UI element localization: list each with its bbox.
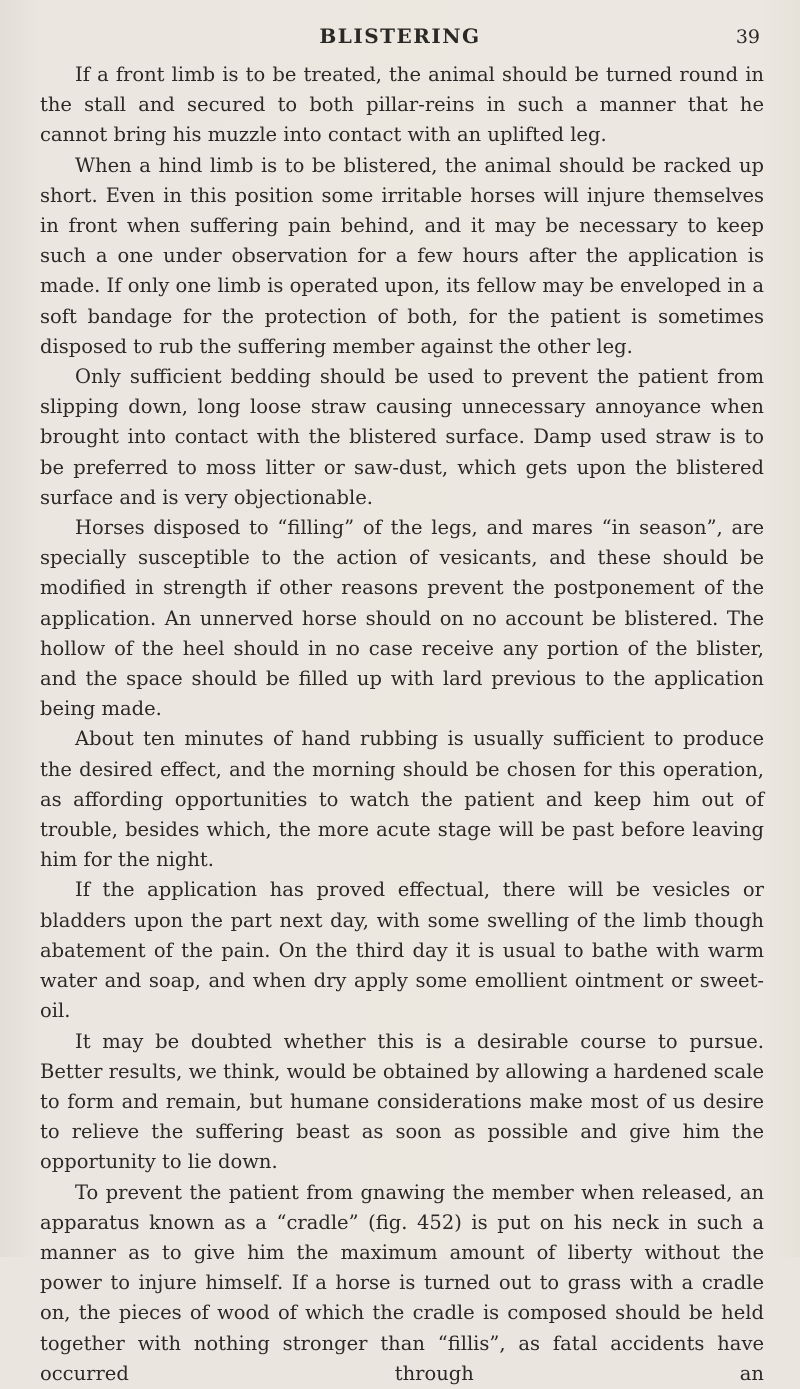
paragraph-application-effect: If the application has proved effectual, there will be vesicles or bladders upon the part next day, with some swelling of the limb though abatement of the pain. On the third day it is usual to bathe with warm water and soap, and when dry apply some emollient ointment or sweet-oil. xyxy=(40,878,764,1023)
paragraph-bedding: Only sufficient bedding should be used to prevent the patient from slipping down, long loose straw causing unnecessary annoyance when brought into contact with the blistered surface. Damp used straw is to be preferred to moss litter or saw-dust, which gets upon the blistered surface and is very objectionable. xyxy=(40,365,764,509)
paragraph-filling: Horses disposed to “filling” of the legs, and mares “in season”, are specially susceptible to the action of vesicants, and these should be modified in strength if other reasons prevent the postponement of the application. An unnerved horse should on no account be blistered. The hollow of the heel should in no case receive any portion of the blister, and the space should be filled up with lard previous to the application being made. xyxy=(40,516,764,721)
paragraph-desirable-course: It may be doubted whether this is a desirable course to pursue. Better results, we think, would be obtained by allowing a hardened scale to form and remain, but humane considerations make most of us desire to relieve the suffering beast as soon as possible and give him the opportunity to lie down. xyxy=(40,1029,764,1174)
paragraph-hand-rubbing: About ten minutes of hand rubbing is usually sufficient to produce the desired effect, and the morning should be chosen for this operation, as affording opportunities to watch the patient and keep him out of trouble, besides which, the more acute stage will be past before leaving him for the night. xyxy=(40,727,764,872)
running-title: BLISTERING xyxy=(319,24,481,48)
paragraph-front-limb: If a front limb is to be treated, the animal should be turned round in the stall and secured to both pillar-reins in such a manner that he cannot bring his muzzle into contact with an uplifted leg. xyxy=(40,63,764,147)
paragraph-cradle: To prevent the patient from gnawing the member when released, an apparatus known as a “cradle” (fig. 452) is put on his neck in such a manner as to give him the maximum amount of liberty without the power to injure himself. If a horse is turned out to grass with a cradle on, the pieces of wood of which the cradle is composed should be held together with nothing stronger than “fillis”, as fatal accidents have occurred through an xyxy=(40,1180,764,1385)
body-text xyxy=(40,60,764,1389)
paragraph-hind-limb: When a hind limb is to be blistered, the animal should be racked up short. Even in this position some irritable horses will injure themselves in front when suffering pain behind, and it may be necessary to keep such a one under observation for a few hours after the application is made. If only one limb is operated upon, its fellow may be enveloped in a soft bandage for the protection of both, for the patient is sometimes disposed to rub the suffering member against the other leg. xyxy=(40,153,764,358)
running-head xyxy=(0,20,800,50)
page-number: 39 xyxy=(735,26,760,48)
